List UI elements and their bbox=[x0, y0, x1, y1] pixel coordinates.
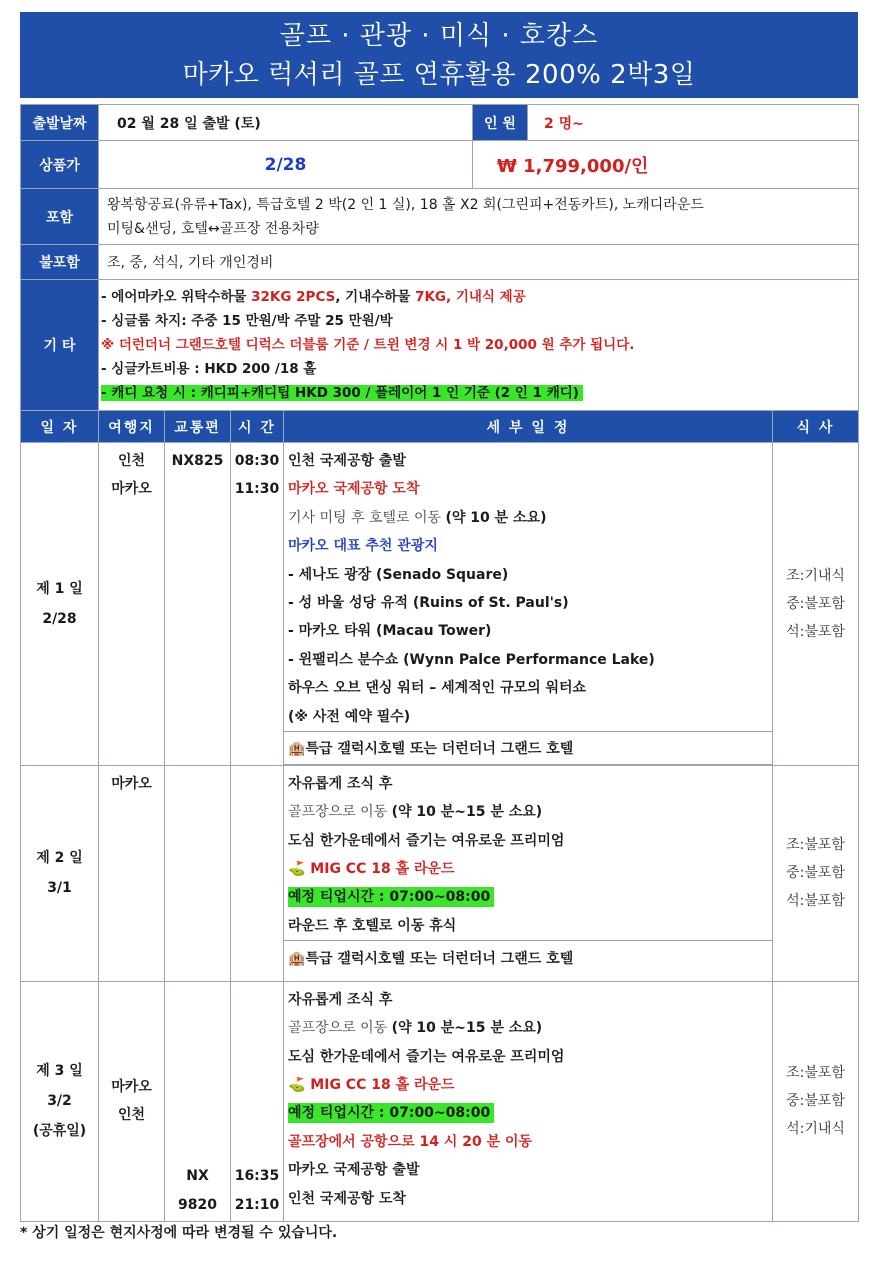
price-date: 2/28 bbox=[99, 141, 473, 189]
day3-detail-3: 도심 한가운데에서 즐기는 여유로운 프리미엄 bbox=[288, 1048, 565, 1065]
banner-title: 마카오 럭셔리 골프 연휴활용 200% 2박3일 bbox=[182, 60, 696, 90]
people-label: 인 원 bbox=[473, 105, 528, 141]
day3-time-1: 16:35 bbox=[234, 1168, 280, 1185]
day1-detail-2: 마카오 국제공항 도착 bbox=[288, 481, 420, 498]
day2-date: 3/1 bbox=[47, 880, 72, 897]
day3-detail-6: 골프장에서 공항으로 14 시 20 분 이동 bbox=[288, 1133, 533, 1150]
day1-detail-4: 마카오 대표 추천 관광지 bbox=[288, 538, 438, 555]
day3-detail-2: 골프장으로 이동 (약 10 분~15 분 소요) bbox=[288, 1020, 543, 1037]
day1-detail-8: - 윈팰리스 분수쇼 (Wynn Palce Performance Lake) bbox=[288, 651, 655, 668]
etc-caddy: - 캐디 요청 시 : 캐디피+캐디팁 HKD 300 / 플레이어 1 인 기준 (2 인 1 캐디) bbox=[101, 385, 583, 401]
day3-holiday: (공휴일) bbox=[32, 1123, 87, 1140]
product-info-table bbox=[20, 104, 859, 411]
day2-lunch: 중:불포함 bbox=[786, 865, 845, 882]
day1-breakfast: 조:기내식 bbox=[786, 567, 845, 584]
day3-flight-1: NX bbox=[186, 1168, 209, 1185]
day2-time-cell bbox=[231, 765, 284, 981]
etc-notes bbox=[99, 280, 859, 411]
day1-place-2: 마카오 bbox=[111, 481, 152, 498]
day3-dinner: 석:기내식 bbox=[786, 1121, 845, 1138]
day2-detail-3: 도심 한가운데에서 즐기는 여유로운 프리미엄 bbox=[288, 832, 565, 849]
exclude-label: 불포함 bbox=[21, 245, 99, 280]
day1-detail-1: 인천 국제공항 출발 bbox=[288, 453, 406, 469]
header-day: 일 자 bbox=[21, 411, 99, 443]
banner-subtitle: 골프 · 관광 · 미식 · 호캉스 bbox=[279, 21, 599, 51]
day2-detail-2: 골프장으로 이동 (약 10 분~15 분 소요) bbox=[288, 804, 543, 821]
etc-label: 기 타 bbox=[21, 280, 99, 411]
day1-date: 2/28 bbox=[42, 610, 77, 627]
header-meal: 식 사 bbox=[773, 411, 859, 443]
day1-detail-7: - 마카오 타워 (Macau Tower) bbox=[288, 623, 492, 640]
day2-dinner: 석:불포함 bbox=[786, 893, 845, 910]
footnote: * 상기 일정은 현지사정에 따라 변경될 수 있습니다. bbox=[20, 1225, 338, 1241]
day1-lunch: 중:불포함 bbox=[786, 595, 845, 612]
day3-place-cell bbox=[99, 981, 165, 1221]
title-banner bbox=[20, 12, 858, 98]
day3-meal-cell bbox=[773, 981, 859, 1221]
day2-hotel: 🏨특급 갤럭시호텔 또는 더런더너 그랜드 호텔 bbox=[284, 940, 772, 976]
day1-transport-cell bbox=[165, 443, 231, 766]
include-line-2: 미팅&샌딩, 호텔↔골프장 전용차량 bbox=[107, 220, 319, 237]
day1-time-cell bbox=[231, 443, 284, 766]
day3-date: 3/2 bbox=[47, 1093, 72, 1110]
day1-place-cell bbox=[99, 443, 165, 766]
day2-transport-cell bbox=[165, 765, 231, 981]
day2-detail-cell bbox=[284, 765, 773, 981]
day1-detail-10: (※ 사전 예약 필수) bbox=[288, 708, 411, 725]
day2-row bbox=[21, 765, 859, 981]
etc-twin-notice: ※ 더런더너 그랜드호텔 디럭스 더블룸 기준 / 트윈 변경 시 1 박 20,000 원 추가 됩니다. bbox=[101, 337, 635, 353]
day1-detail-3: 기사 미팅 후 호텔로 이동 (약 10 분 소요) bbox=[288, 509, 547, 526]
day1-detail-5: - 세나도 광장 (Senado Square) bbox=[288, 566, 509, 583]
day1-flight: NX825 bbox=[171, 453, 224, 469]
day1-detail-6: - 성 바울 성당 유적 (Ruins of St. Paul's) bbox=[288, 594, 569, 611]
include-value bbox=[99, 189, 859, 245]
day1-dinner: 석:불포함 bbox=[786, 623, 845, 640]
exclude-value: 조, 중, 석식, 기타 개인경비 bbox=[99, 245, 859, 280]
day3-detail-7: 마카오 국제공항 출발 bbox=[288, 1162, 420, 1179]
day2-place-cell bbox=[99, 765, 165, 981]
day1-hotel: 🏨특급 갤럭시호텔 또는 더런더너 그랜드 호텔 bbox=[284, 731, 772, 765]
day3-breakfast: 조:불포함 bbox=[786, 1065, 845, 1082]
day2-meal-cell bbox=[773, 765, 859, 981]
day1-detail-cell bbox=[284, 443, 773, 766]
people-value: 2 명~ bbox=[528, 105, 859, 141]
day1-detail-9: 하우스 오브 댄싱 워터 – 세계적인 규모의 워터쇼 bbox=[288, 680, 587, 697]
day3-detail-4: ⛳ MIG CC 18 홀 라운드 bbox=[288, 1077, 455, 1094]
header-time: 시 간 bbox=[231, 411, 284, 443]
day3-time-2: 21:10 bbox=[234, 1196, 280, 1213]
day3-row bbox=[21, 981, 859, 1221]
day3-label-cell bbox=[21, 981, 99, 1221]
day3-time-cell bbox=[231, 981, 284, 1221]
header-place: 여행지 bbox=[99, 411, 165, 443]
departure-value: 02 월 28 일 출발 (토) bbox=[99, 105, 473, 141]
day2-label: 제 2 일 bbox=[36, 850, 83, 867]
day2-detail-4: ⛳ MIG CC 18 홀 라운드 bbox=[288, 861, 455, 878]
day3-label: 제 3 일 bbox=[36, 1063, 83, 1080]
header-detail: 세 부 일 정 bbox=[284, 411, 773, 443]
day2-detail-1: 자유롭게 조식 후 bbox=[288, 775, 393, 792]
day1-time-1: 08:30 bbox=[234, 453, 280, 469]
day3-detail-1: 자유롭게 조식 후 bbox=[288, 991, 393, 1008]
day2-breakfast: 조:불포함 bbox=[786, 837, 845, 854]
day1-label: 제 1 일 bbox=[36, 580, 83, 597]
etc-baggage: - 에어마카오 위탁수하물 32KG 2PCS, 기내수하물 7KG, 기내식 제공 bbox=[101, 289, 526, 305]
header-transport: 교통편 bbox=[165, 411, 231, 443]
day2-label-cell bbox=[21, 765, 99, 981]
day3-detail-8: 인천 국제공항 도착 bbox=[288, 1190, 406, 1207]
day3-detail-cell bbox=[284, 981, 773, 1221]
day1-row bbox=[21, 443, 859, 766]
price-value: ₩ 1,799,000/인 bbox=[473, 141, 859, 189]
day3-lunch: 중:불포함 bbox=[786, 1093, 845, 1110]
day2-detail-6: 라운드 후 호텔로 이동 휴식 bbox=[288, 917, 457, 934]
departure-label: 출발날짜 bbox=[21, 105, 99, 141]
day3-place-1: 마카오 bbox=[111, 1079, 152, 1096]
etc-single-cart: - 싱글카트비용 : HKD 200 /18 홀 bbox=[101, 361, 317, 377]
day1-label-cell bbox=[21, 443, 99, 766]
day3-transport-cell bbox=[165, 981, 231, 1221]
day1-place-1: 인천 bbox=[117, 453, 146, 469]
day3-place-2: 인천 bbox=[117, 1107, 146, 1124]
etc-single-room: - 싱글룸 차지: 주중 15 만원/박 주말 25 만원/박 bbox=[101, 313, 393, 329]
include-label: 포함 bbox=[21, 189, 99, 245]
day2-place: 마카오 bbox=[111, 775, 152, 792]
day2-detail-5: 예정 티업시간 : 07:00~08:00 bbox=[284, 883, 772, 911]
day1-meal-cell bbox=[773, 443, 859, 766]
itinerary-table bbox=[20, 410, 859, 1222]
day3-detail-5: 예정 티업시간 : 07:00~08:00 bbox=[284, 1099, 772, 1127]
day3-flight-2: 9820 bbox=[178, 1196, 217, 1213]
include-line-1: 왕복항공료(유류+Tax), 특급호텔 2 박(2 인 1 실), 18 홀 X2 회(그린피+전동카트), 노캐디라운드 bbox=[107, 196, 704, 213]
day1-time-2: 11:30 bbox=[234, 481, 280, 498]
price-label: 상품가 bbox=[21, 141, 99, 189]
